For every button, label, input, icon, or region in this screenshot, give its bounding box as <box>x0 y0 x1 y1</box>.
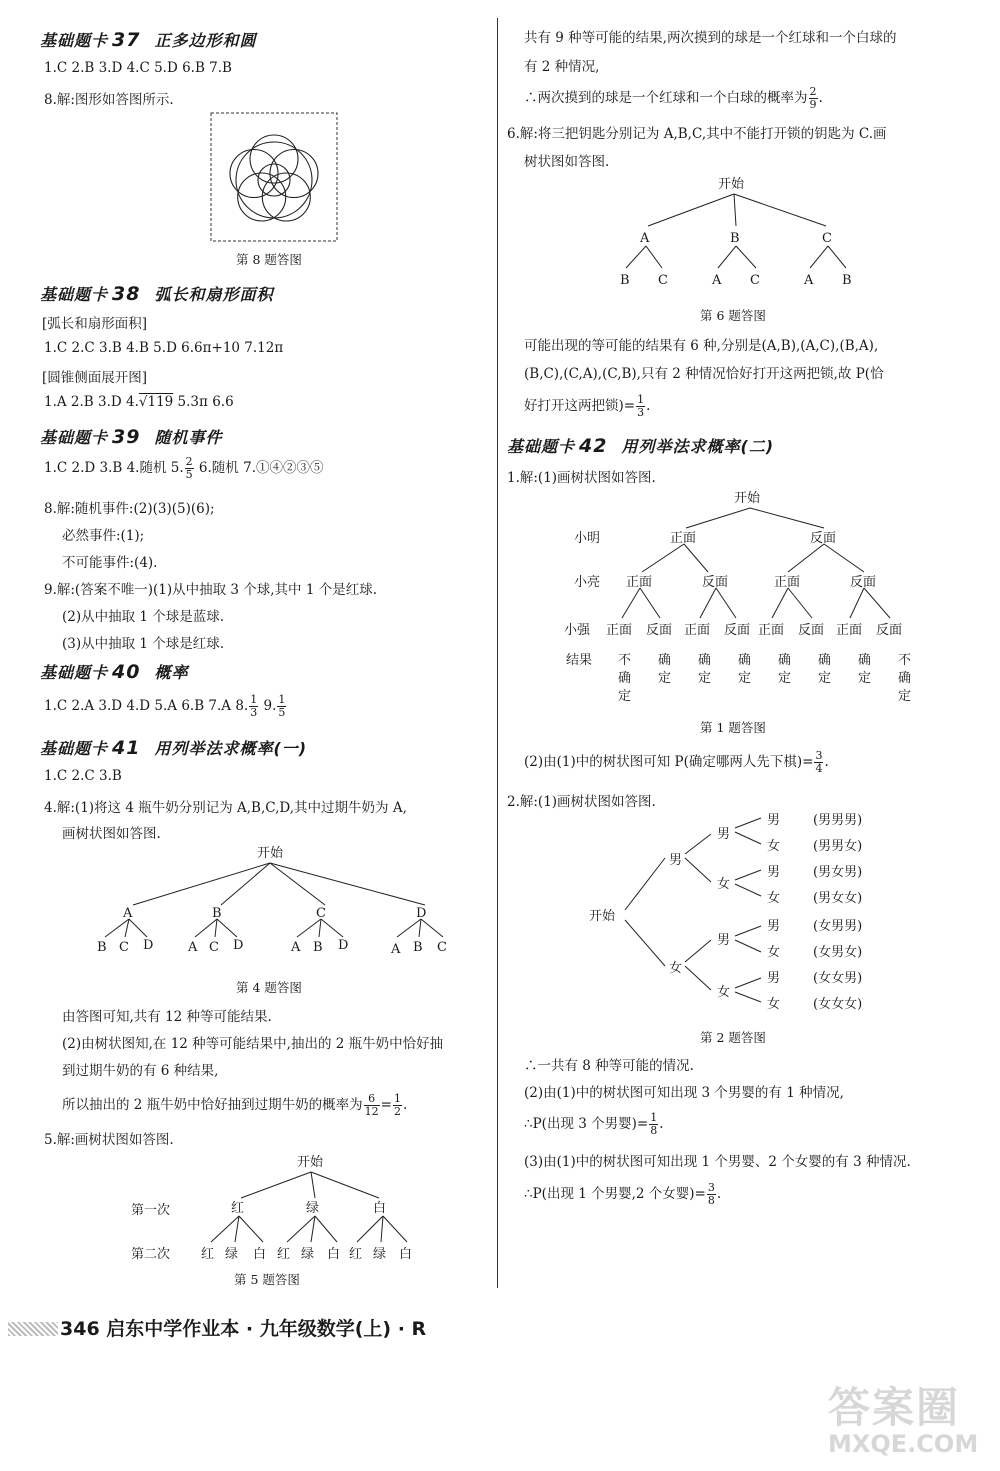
tree-leaf: B <box>413 940 423 955</box>
tree-outcome: (女男女) <box>813 945 863 960</box>
tree-node: A <box>640 231 650 246</box>
page-footer <box>60 1314 426 1341</box>
tree-result: 不确定 <box>618 653 632 704</box>
fraction: $\frac{1}{3}$ <box>250 693 258 719</box>
fraction: $\frac{3}{4}$ <box>815 749 823 775</box>
answer-line: 可能出现的等可能的结果有 6 种,分别是(A,B),(A,C),(B,A), <box>524 338 879 354</box>
tree-leaf: 反面 <box>646 623 673 638</box>
row-label: 第二次 <box>131 1247 171 1262</box>
section-title-40 <box>40 660 188 683</box>
answer-line: 8.解:图形如答图所示. <box>44 92 174 108</box>
tree-node: C <box>316 906 326 921</box>
footer-decoration <box>8 1322 58 1336</box>
tree-leaf: A <box>391 942 401 957</box>
figure-caption: 第 6 题答图 <box>700 308 766 323</box>
tree-leaf: 女 <box>767 891 781 906</box>
flower-figure <box>210 112 340 244</box>
answer-line: 1.C 2.B 3.D 4.C 5.D 6.B 7.B <box>44 60 232 76</box>
answer-line: (2)由(1)中的树状图可知出现 3 个男婴的有 1 种情况, <box>524 1085 844 1101</box>
answer-line: 5.解:画树状图如答图. <box>44 1132 174 1148</box>
fraction: $\frac{1}{2}$ <box>393 1092 401 1118</box>
tree-node: 女 <box>669 961 683 976</box>
tree-leaf: B <box>97 940 107 955</box>
section-title-37 <box>40 28 256 51</box>
answer-line: 共有 9 种等可能的结果,两次摸到的球是一个红球和一个白球的 <box>524 30 897 46</box>
tree-node: 女 <box>717 985 731 1000</box>
tree-leaf: B <box>313 940 323 955</box>
tree-node: B <box>730 231 740 246</box>
tree-leaf: C <box>437 940 447 955</box>
figure-caption: 第 2 题答图 <box>700 1030 766 1045</box>
answer-line: 由答图可知,共有 12 种等可能结果. <box>62 1009 272 1025</box>
fraction: $\frac{1}{8}$ <box>650 1111 658 1137</box>
section-name: 概率 <box>154 663 189 682</box>
section-label: 基础题卡 <box>40 285 109 304</box>
tree-root: 开始 <box>257 846 284 861</box>
figure-caption: 第 5 题答图 <box>234 1272 300 1287</box>
tree-leaf: 红 <box>277 1247 291 1262</box>
tree-node: D <box>416 906 427 921</box>
tree-outcome: (女男男) <box>813 919 863 934</box>
tree-root: 开始 <box>734 491 761 506</box>
answer-line: 树状图如答图. <box>524 154 610 170</box>
tree-leaf: B <box>842 273 852 288</box>
tree-node: 女 <box>717 877 731 892</box>
answer-line: 1.C 2.A 3.D 4.D 5.A 6.B 7.A 8. $\frac{1}{3}$ 9. $\frac{1}{5}$ <box>44 693 286 719</box>
section-title-39 <box>40 425 222 448</box>
section-title-41 <box>40 736 307 759</box>
section-name: 随机事件 <box>154 428 223 447</box>
section-title-42 <box>507 434 774 457</box>
tree-leaf: 女 <box>767 839 781 854</box>
tree-leaf: 绿 <box>373 1247 387 1262</box>
answer-line: 好打开这两把锁)= $\frac{1}{3}$ . <box>524 393 651 419</box>
tree-leaf: 红 <box>201 1247 215 1262</box>
tree-leaf: 男 <box>767 971 781 986</box>
tree-result: 确定 <box>698 653 712 686</box>
tree-node: 白 <box>373 1201 387 1216</box>
tree-leaf: 正面 <box>606 623 633 638</box>
tree-leaf: 男 <box>767 865 781 880</box>
tree-outcome: (男女男) <box>813 865 863 880</box>
tree-leaf: C <box>209 940 219 955</box>
tree-leaf: 男 <box>767 813 781 828</box>
tree-result: 确定 <box>858 653 872 686</box>
answer-line: (B,C),(C,A),(C,B),只有 2 种情况恰好打开这两把锁,故 P(恰 <box>524 366 884 382</box>
answer-line: (3)由(1)中的树状图可知出现 1 个男婴、2 个女婴的有 3 种情况. <box>524 1154 911 1170</box>
section-number: 39 <box>112 426 141 448</box>
section-number: 41 <box>112 737 141 759</box>
section-number: 37 <box>112 29 141 51</box>
answer-line: 9.解:(答案不唯一)(1)从中抽取 3 个球,其中 1 个是红球. <box>44 582 378 598</box>
tree-node: 正面 <box>774 575 801 590</box>
tree-leaf: A <box>188 940 198 955</box>
figure-caption: 第 1 题答图 <box>700 720 766 735</box>
answer-line: 8.解:随机事件:(2)(3)(5)(6); <box>44 501 215 517</box>
section-name: 用列举法求概率(二) <box>621 437 775 456</box>
tree-leaf: 男 <box>767 919 781 934</box>
tree-leaf: A <box>804 273 814 288</box>
tree-leaf: 正面 <box>684 623 711 638</box>
tree-leaf: C <box>119 940 129 955</box>
section-name: 弧长和扇形面积 <box>154 285 274 304</box>
answer-line: ∴两次摸到的球是一个红球和一个白球的概率为 $\frac{2}{9}$ . <box>524 85 823 111</box>
section-label: 基础题卡 <box>40 428 109 447</box>
subheading: [弧长和扇形面积] <box>42 316 148 332</box>
tree-leaf: 白 <box>399 1247 413 1262</box>
answer-line: 1.解:(1)画树状图如答图. <box>507 470 656 486</box>
tree-node: 正面 <box>626 575 653 590</box>
row-label: 小明 <box>574 531 601 546</box>
tree-diagram-6 <box>600 170 870 295</box>
answer-line: 1.A 2.B 3.D 4.√119 5.3π 6.6 <box>44 394 234 410</box>
tree-leaf: 绿 <box>301 1247 315 1262</box>
tree-outcome: (女女女) <box>813 997 863 1012</box>
book-title: 启东中学作业本 · 九年级数学(上) · R <box>106 1318 427 1340</box>
answer-line: 1.C 2.C 3.B <box>44 768 122 784</box>
tree-leaf: 绿 <box>225 1247 239 1262</box>
watermark-url: MXQE.COM <box>828 1430 979 1458</box>
tree-diagram-5 <box>125 1150 425 1265</box>
tree-result: 不确定 <box>898 653 912 704</box>
tree-leaf: 反面 <box>724 623 751 638</box>
answer-line: 到过期牛奶的有 6 种结果, <box>62 1063 219 1079</box>
tree-result: 确定 <box>818 653 832 686</box>
tree-result: 确定 <box>778 653 792 686</box>
section-number: 40 <box>112 661 141 683</box>
tree-leaf: C <box>658 273 668 288</box>
fraction: $\frac{2}{9}$ <box>809 85 817 111</box>
answer-line: ∴一共有 8 种等可能的情况. <box>524 1058 694 1074</box>
figure-caption: 第 4 题答图 <box>236 980 302 995</box>
row-label: 小亮 <box>574 575 601 590</box>
answer-line: ∴P(出现 3 个男婴)= $\frac{1}{8}$ . <box>524 1111 664 1137</box>
answer-line: 有 2 种情况, <box>524 59 600 75</box>
tree-result: 确定 <box>738 653 752 686</box>
tree-leaf: 正面 <box>836 623 863 638</box>
tree-node: 反面 <box>850 575 877 590</box>
answer-line: ∴P(出现 1 个男婴,2 个女婴)= $\frac{3}{8}$ . <box>524 1181 722 1207</box>
row-label: 第一次 <box>131 1203 171 1218</box>
answer-line: (2)从中抽取 1 个球是蓝球. <box>62 609 225 625</box>
tree-diagram-4 <box>85 843 475 963</box>
tree-leaf: D <box>338 938 349 953</box>
section-title-38 <box>40 282 273 305</box>
tree-leaf: 白 <box>327 1247 341 1262</box>
section-name: 正多边形和圆 <box>154 31 257 50</box>
tree-leaf: B <box>620 273 630 288</box>
fraction: $\frac{1}{5}$ <box>278 693 286 719</box>
tree-diagram-1 <box>560 482 920 712</box>
tree-leaf: 反面 <box>876 623 903 638</box>
section-label: 基础题卡 <box>507 437 576 456</box>
tree-leaf: A <box>291 940 301 955</box>
tree-node: 红 <box>231 1201 245 1216</box>
page-number: 346 <box>60 1318 100 1340</box>
answer-line: 画树状图如答图. <box>62 826 161 842</box>
tree-outcome: (女女男) <box>813 971 863 986</box>
tree-diagram-2 <box>585 806 895 1016</box>
answer-line: (2)由(1)中的树状图可知 P(确定哪两人先下棋)= $\frac{3}{4}$ . <box>524 749 829 775</box>
tree-leaf: 女 <box>767 997 781 1012</box>
tree-node: 反面 <box>810 531 837 546</box>
tree-node: A <box>123 906 133 921</box>
figure-caption: 第 8 题答图 <box>236 252 302 267</box>
fraction: $\frac{3}{8}$ <box>707 1181 715 1207</box>
answer-line: 6.解:将三把钥匙分别记为 A,B,C,其中不能打开锁的钥匙为 C.画 <box>507 126 887 142</box>
tree-node: B <box>212 906 222 921</box>
answer-line: 所以抽出的 2 瓶牛奶中恰好抽到过期牛奶的概率为 $\frac{6}{12}$ = $\frac{1}{2}$ . <box>62 1092 408 1118</box>
section-label: 基础题卡 <box>40 31 109 50</box>
tree-leaf: 正面 <box>758 623 785 638</box>
tree-node: 男 <box>717 827 731 842</box>
answer-line: (2)由树状图知,在 12 种等可能结果中,抽出的 2 瓶牛奶中恰好抽 <box>62 1036 444 1052</box>
fraction: $\frac{2}{5}$ <box>185 455 193 481</box>
section-label: 基础题卡 <box>40 739 109 758</box>
tree-node: 男 <box>669 853 683 868</box>
tree-leaf: D <box>233 938 244 953</box>
tree-node: C <box>822 231 832 246</box>
answer-line: (3)从中抽取 1 个球是红球. <box>62 636 225 652</box>
tree-leaf: 反面 <box>798 623 825 638</box>
tree-leaf: 红 <box>349 1247 363 1262</box>
watermark-brand: 答案圈 <box>828 1383 961 1432</box>
tree-root: 开始 <box>297 1155 324 1170</box>
tree-node: 反面 <box>702 575 729 590</box>
answer-line: 4.解:(1)将这 4 瓶牛奶分别记为 A,B,C,D,其中过期牛奶为 A, <box>44 800 407 816</box>
tree-root: 开始 <box>718 177 745 192</box>
section-number: 42 <box>579 435 608 457</box>
tree-root: 开始 <box>589 909 616 924</box>
answer-line: 必然事件:(1); <box>62 528 145 544</box>
subheading: [圆锥侧面展开图] <box>42 370 148 386</box>
tree-leaf: D <box>143 938 154 953</box>
answer-line: 不可能事件:(4). <box>62 555 158 571</box>
tree-leaf: C <box>750 273 760 288</box>
tree-result: 确定 <box>658 653 672 686</box>
row-label: 结果 <box>566 653 593 668</box>
answer-line: 2.解:(1)画树状图如答图. <box>507 794 656 810</box>
tree-node: 男 <box>717 933 731 948</box>
row-label: 小强 <box>564 623 591 638</box>
tree-leaf: 白 <box>253 1247 267 1262</box>
fraction: $\frac{1}{3}$ <box>637 393 645 419</box>
tree-node: 正面 <box>670 531 697 546</box>
tree-outcome: (男男男) <box>813 813 863 828</box>
section-number: 38 <box>112 283 141 305</box>
tree-outcome: (男女女) <box>813 891 863 906</box>
tree-leaf: 女 <box>767 945 781 960</box>
fraction: $\frac{6}{12}$ <box>364 1092 379 1118</box>
section-label: 基础题卡 <box>40 663 109 682</box>
tree-leaf: A <box>712 273 722 288</box>
answer-line: 1.C 2.C 3.B 4.B 5.D 6.6π+10 7.12π <box>44 340 284 356</box>
section-name: 用列举法求概率(一) <box>154 739 308 758</box>
tree-outcome: (男男女) <box>813 839 863 854</box>
tree-node: 绿 <box>306 1201 320 1216</box>
column-divider <box>497 18 498 1288</box>
answer-line: 1.C 2.D 3.B 4.随机 5. $\frac{2}{5}$ 6.随机 7.①④②③⑤ <box>44 455 324 481</box>
